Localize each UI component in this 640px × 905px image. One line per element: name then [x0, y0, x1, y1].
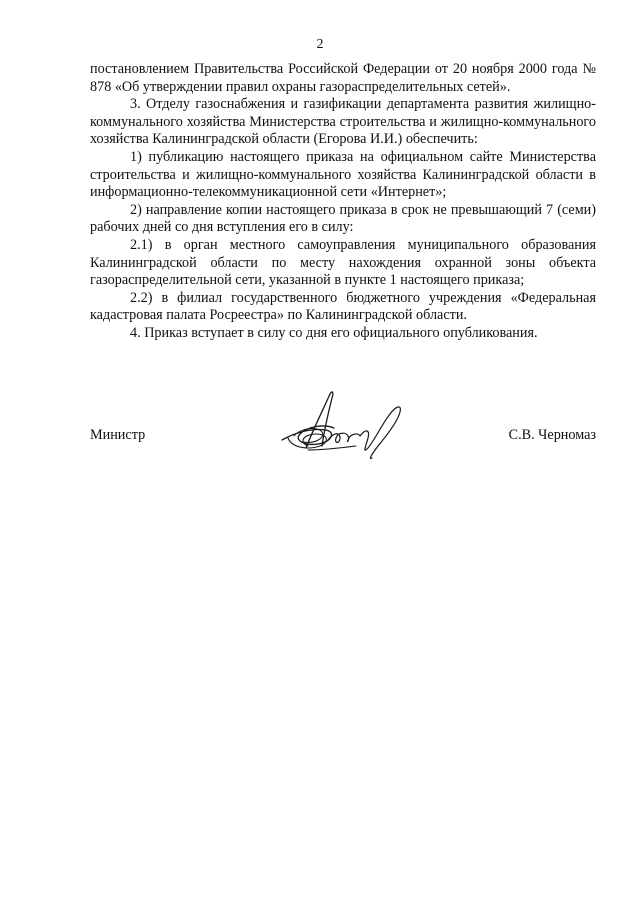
paragraph-subitem-2: 2) направление копии настоящего приказа в срок не превышающий 7 (семи) рабочих дней со дня вступления его в силу: [90, 201, 596, 236]
paragraph-subitem-2-1: 2.1) в орган местного самоуправления муниципального образования Калининградской области по месту нахождения охранной зоны объекта газораспределительной сети, указанной в пункте 1 настоящего приказа; [90, 236, 596, 289]
document-body [90, 61, 596, 343]
signatory-title: Министр [90, 427, 146, 443]
paragraph-item-3: 3. Отделу газоснабжения и газификации департамента развития жилищно-коммунального хозяйства Министерства строительства и жилищно-коммунального хозяйства Калининградской области (Егорова И.И.) обеспечить: [90, 96, 596, 148]
page-number: 2 [316, 37, 324, 52]
paragraph-continuation: постановлением Правительства Российской Федерации от 20 ноября 2000 года № 878 «Об утверждении правил охраны газораспределительных сетей». [90, 61, 596, 95]
paragraph-item-4: 4. Приказ вступает в силу со дня его официального опубликования. [130, 324, 538, 341]
paragraph-subitem-2-2: 2.2) в филиал государственного бюджетного учреждения «Федеральная кадастровая палата Росреестра» по Калининградской области. [90, 289, 596, 324]
paragraph-subitem-1: 1) публикацию настоящего приказа на официальном сайте Министерства строительства и жилищно-коммунального хозяйства Калининградской области в информационно-телекоммуникационной сети «Интернет»; [90, 148, 596, 201]
handwritten-signature [278, 388, 413, 468]
signatory-name: С.В. Черномаз [508, 427, 596, 443]
